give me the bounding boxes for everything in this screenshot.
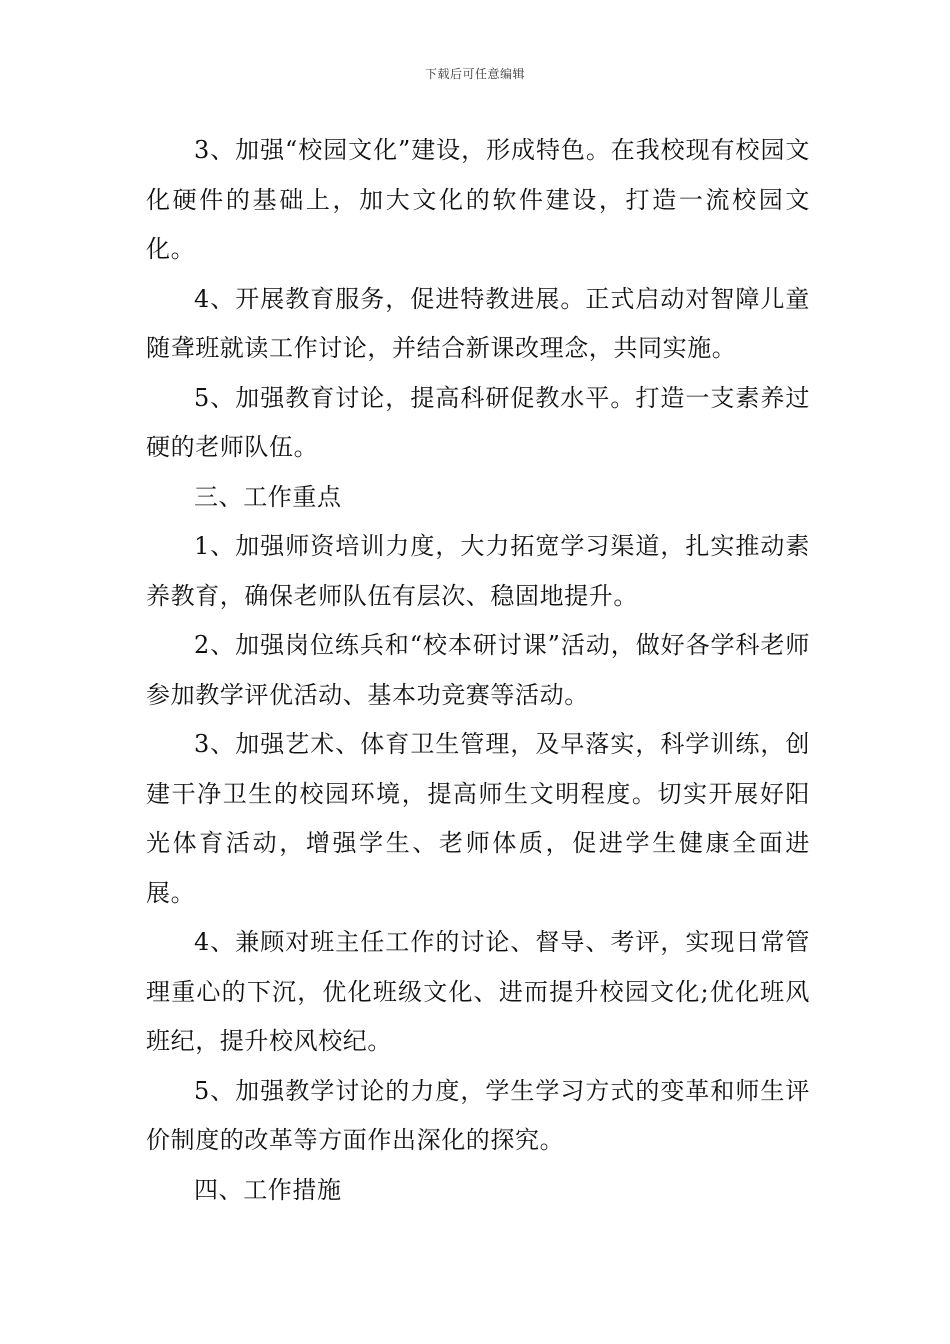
document-body [146,126,810,1215]
header-note: 下载后可任意编辑 [424,67,525,81]
paragraph-education-service: 4、开展教育服务，促进特教进展。正式启动对智障儿童随聋班就读工作讨论，并结合新课改理念，共同实施。 [146,284,810,362]
section-heading-work-measures: 四、工作措施 [194,1175,342,1204]
paragraph-teaching-research: 5、加强教学讨论的力度，学生学习方式的变革和师生评价制度的改革等方面作出深化的探究。 [146,1076,810,1154]
paragraph-education-research: 5、加强教育讨论，提高科研促教水平。打造一支素养过硬的老师队伍。 [146,383,810,461]
paragraph-class-teacher-work: 4、兼顾对班主任工作的讨论、督导、考评，实现日常管理重心的下沉，优化班级文化、进而提升校园文化;优化班风班纪，提升校风校纪。 [146,928,810,1055]
paragraph-teacher-training: 1、加强师资培训力度，大力拓宽学习渠道，扎实推动素养教育，确保老师队伍有层次、稳固地提升。 [146,532,810,610]
section-heading-work-focus: 三、工作重点 [194,482,342,511]
paragraph-campus-culture: 3、加强“校园文化”建设，形成特色。在我校现有校园文化硬件的基础上，加大文化的软件建设，打造一流校园文化。 [146,136,810,263]
paragraph-post-practice: 2、加强岗位练兵和“校本研讨课”活动，做好各学科老师参加教学评优活动、基本功竞赛等活动。 [146,631,810,709]
paragraph-arts-sports-hygiene: 3、加强艺术、体育卫生管理，及早落实，科学训练，创建干净卫生的校园环境，提高师生文明程度。切实开展好阳光体育活动，增强学生、老师体质，促进学生健康全面进展。 [146,730,810,907]
